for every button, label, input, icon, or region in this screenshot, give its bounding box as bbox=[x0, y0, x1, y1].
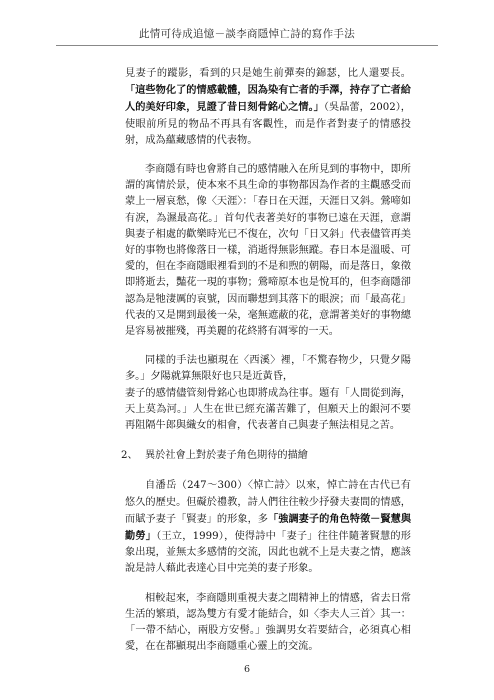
paragraph-1-text-a: 見妻子的蹤影，看到的只是她生前彈奏的錦瑟，比人還要長。 bbox=[125, 68, 411, 79]
paragraph-4-quote-bold: 「強調妻子的角色特徵－賢慧與勤勞」 bbox=[125, 512, 412, 543]
page-number: 6 bbox=[243, 664, 251, 675]
paragraph-5: 相較起來，李商隱則重視夫妻之間精神上的情感，省去日常生活的繁瑣，認為雙方有愛才能結合，如〈李夫人三首〉其一：「一帶不結心，兩股方安髻。」強調男女若要結合，必須真心相愛，在在都顯現出李商隱重心靈上的交流。 bbox=[125, 592, 411, 653]
page-body bbox=[121, 66, 412, 656]
section-number: 2、 bbox=[121, 450, 138, 462]
paragraph-4 bbox=[125, 478, 411, 577]
paragraph-3-b: 妻子的感情儘管刻骨銘心也即將成為往事。題有「人間從到海，天上莫為河。」人生在世已經充滿苦難了，但願天上的銀河不要再阻隔牛郎與織女的相會，代表著自己與妻子無法相見之苦。 bbox=[125, 387, 411, 432]
paragraph-4-text-c: （王立，1999），使得詩中「妻子」往往伴隨著賢慧的形象出現，並無太多感情的交流，因此也就不上是夫妻之情，應該說是詩人藉此表達心目中完美的妻子形象。 bbox=[125, 531, 411, 575]
paragraph-1 bbox=[125, 66, 411, 149]
paragraph-2: 李商隱有時也會將自己的感情融入在所見到的事物中，即所謂的寓情於景，使本來不具生命的事物都因為作者的主觀感受而蒙上一層哀愁，像〈天涯〉：「春日在天涯，天涯日又斜。鶯啼如有淚，為濕最高花。」首句代表著美好的事物已遠在天涯，意謂與妻子相處的歡樂時光已不復在，次句「日又斜」代表儘管再美好的事物也將像落日一樣，消逝得無影無蹤。春日本是溫暖、可愛的，但在李商隱眼裡看到的不是和煦的朝陽，而是落日，象徵即將逝去，豔花一現的事物；鶯啼原本也是悅耳的，但李商隱卻認為是牠淒厲的哀號，因而聯想到其落下的眼淚；而「最高花」代表的又是開到最後一朵，毫無遮蔽的花，意謂著美好的事物總是容易被摧殘，再美麗的花終將有凋零的一天。 bbox=[125, 164, 411, 338]
section-title: 異於社會上對於妻子角色期待的描繪 bbox=[145, 450, 308, 462]
paragraph-4-text-a: 自潘岳（247～300）〈悼亡詩〉以來，悼亡詩在古代已有悠久的歷史。但礙於禮教，詩人們往往較少抒發夫妻間的情感，而賦予妻子「賢妻」的形象，多 bbox=[125, 480, 411, 525]
paragraph-3-a: 同樣的手法也顯現在〈西溪〉裡，「不驚春物少，只覺夕陽多。」夕陽就算無限好也只是近黃昏， bbox=[125, 355, 411, 383]
paragraph-1-text-c: （吳晶蕾，2002），使眼前所見的物品不再具有客觀性，而是作者對妻子的情感投射，成為蘊藏感情的代表物。 bbox=[125, 102, 411, 146]
header-rule bbox=[56, 45, 438, 46]
section-heading bbox=[121, 448, 411, 464]
paragraph-1-quote-bold: 「這些物化了的情感載體，因為染有亡者的手澤，持存了亡者給人的美好印象，見證了昔日刻骨銘心之情。」 bbox=[125, 84, 411, 114]
running-header: 此情可待成追憶－談李商隱悼亡詩的寫作手法 bbox=[139, 28, 355, 40]
